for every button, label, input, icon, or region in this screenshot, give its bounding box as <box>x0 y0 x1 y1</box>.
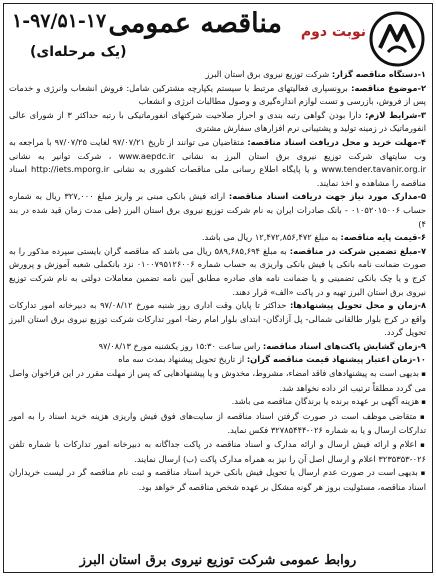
section-opening <box>9 340 426 354</box>
section-heading: ۱۰-زمان اعتبار پیشنهاد قیمت مناقصه گران: <box>246 354 426 365</box>
notice-round: نوبت دوم <box>300 24 366 40</box>
section-text: حداکثر تا پایان وقت اداری روز شنبه مورخ ۹۷/۰۸/۱۲ به دبیرخانه امور تدارکات واقع در کرج بلوار طالقانی شمالی- پل آزادگان- ابتدای بلوار امام رضا- امور تدارکات شرکت توزیع نیروی برق استان البرز تحویل گردد. <box>9 300 426 338</box>
section-text: ارائه فیش بانکی مبنی بر واریز مبلغ ۳۲۷,۰۰۰ ریال به شماره حساب ۰۱۰۵۲۰۱۵۰۰۶ - بانک صادرات ایران به نام شرکت توزیع نیروی برق استان البرز (طی مدت زمان قید شده در بند ۴) <box>9 191 426 229</box>
section-base-price <box>9 231 426 245</box>
tender-reference-number: ۱-۹۷/۵۱-۱۷ <box>12 10 107 32</box>
section-subject <box>9 82 426 109</box>
section-submission <box>9 299 426 340</box>
section-organizer <box>9 68 426 82</box>
notice-body <box>9 68 426 494</box>
notice-title: مناقصه عمومی <box>108 8 282 39</box>
section-text: به مبلغ ۱۲,۴۷۲,۸۵۶,۴۷۲ ریال می باشد. <box>201 232 341 243</box>
note-item: ▪ بدیهی است به پیشنهادهای فاقد امضاء، مشروط، مخدوش و یا پیشنهادهایی که پس از مهلت مقرر در این فراخوان واصل می گردد مطلقاً ترتیب اثر داده نخواهد شد. <box>9 367 426 395</box>
section-text: راس ساعت ۱۵:۳۰ روز یکشنبه مورخ ۹۷/۰۸/۱۳ <box>98 340 263 351</box>
tavanir-logo-icon <box>368 10 426 68</box>
section-heading: ۱-دستگاه مناقصه گزار: <box>331 69 426 79</box>
section-requirements <box>9 109 426 136</box>
section-documents-purchase <box>9 136 426 190</box>
public-relations-footer: روابط عمومی شرکت توزیع نیروی برق استان البرز <box>79 553 357 568</box>
section-required-documents <box>9 190 426 231</box>
section-guarantee <box>9 245 426 299</box>
note-item: ▪ هزینه آگهی بر عهده برنده یا برندگان مناقصه می باشد. <box>9 395 426 410</box>
section-heading: ۵-مدارک مورد نیاز جهت دریافت اسناد مناقصه: <box>228 191 427 202</box>
tender-notice <box>3 3 433 573</box>
note-item: ▪ متقاضی موظف است در صورت گرفتن اسناد مناقصه از سایت‌های فوق فیش واریزی هزینه خرید اسناد را به امور تدارکات ارسال و یا به شماره ۰۲۶-۳۲۷۸۵۴۴۴ فکس نماید. <box>9 410 426 438</box>
section-text: شرکت توزیع نیروی برق استان البرز <box>205 69 332 79</box>
section-heading: ۴-مهلت خرید و محل دریافت اسناد مناقصه: <box>247 136 426 147</box>
section-heading: ۲-موضوع مناقصه: <box>351 82 427 93</box>
section-heading: ۶-قیمت پایه مناقصه: <box>340 232 426 243</box>
note-item: ▪ اعلام و ارائه فیش ارسال و ارائه مدارک و اسناد مناقصه در پاکت جداگانه به دبیرخانه امور تدارکات با شماره تلفن ۰۲۶-۳۲۳۵۳۵۳ اعلام و ارسال اصل آن را نیز به همراه مدارک پاکت (ب) ارسال نمایند. <box>9 438 426 466</box>
section-text: به مبلغ ۵۸۹,۶۸۵,۶۹۴ ریال می باشد که مناقصه گران بایستی سپرده مذکور را به صورت ضمانت نامه بانکی یا فیش بانکی واریزی به حساب شماره ۰۱۰۰۷۹۵۱۲۶۰۰۶ نزد بانکملی شعبه آموزش و پرورش کرج و یا چک بانکی تضمینی و یا ضمانت نامه های صادره مطابق آیین نامه تضمین معاملات دولتی به نام شرکت توزیع نیروی برق استان البرز تهیه و در پاکت «الف» قرار دهند. <box>9 245 426 297</box>
section-validity <box>9 353 426 367</box>
section-heading: ۹-زمان گشایش پاکت‌های اسناد مناقصه: <box>262 340 426 351</box>
section-heading: ۷-مبلغ تضمین شرکت در مناقصه: <box>289 245 427 256</box>
section-heading: ۸-زمان و محل تحویل پیشنهادها: <box>289 300 427 311</box>
section-text: دارا بودن گواهی رتبه بندی و احراز صلاحیت شرکتهای انفورماتیکی با رتبه حداکثر ۳ از شورای عالی انفورماتیک در زمینه تولید و پشتیبانی نرم افزارهای سفارش مشتری <box>9 109 426 134</box>
section-text: متقاضیان می توانند از تاریخ ۹۷/۰۷/۲۱ لغایت ۹۷/۰۷/۲۵ با مراجعه به وب سایتهای شرکت توزیع نیروی برق استان البرز به نشانی www.aepdc.ir ، شرکت توانیر به نشانی www.tender.tavanir.org.ir و یا پایگاه اطلاع رسانی ملی مناقصات کشوری به نشانی http://iets.mporg.ir اسناد مناقصه را مشاهده و اخذ نمایند. <box>9 136 426 188</box>
section-heading: ۳-شرایط لازم: <box>365 109 426 120</box>
section-text: برونسپاری فعالیتهای مرتبط با سیستم یکپارچه مشترکین شامل: فروش انشعاب وانرژی و خدمات پس از فروش، بازرسی و تست لوازم اندازه‌گیری و وصول مطالبات انرژی و انشعاب <box>9 82 426 107</box>
notice-header <box>4 4 432 72</box>
note-item: ▪ بدیهی است در صورت عدم ارسال یا تحویل فیش بانکی خرید اسناد مناقصه و ثبت نام مناقصه گر در لیست خریداران اسناد مناقصه، مسئولیت بروز هر گونه مشکل بر عهده شخص مناقصه گر خواهد بود. <box>9 466 426 494</box>
tender-stage: (یک مرحله‌ای) <box>30 44 127 60</box>
section-text: از تاریخ تحویل پیشنهاد بمدت سه ماه <box>118 354 247 365</box>
